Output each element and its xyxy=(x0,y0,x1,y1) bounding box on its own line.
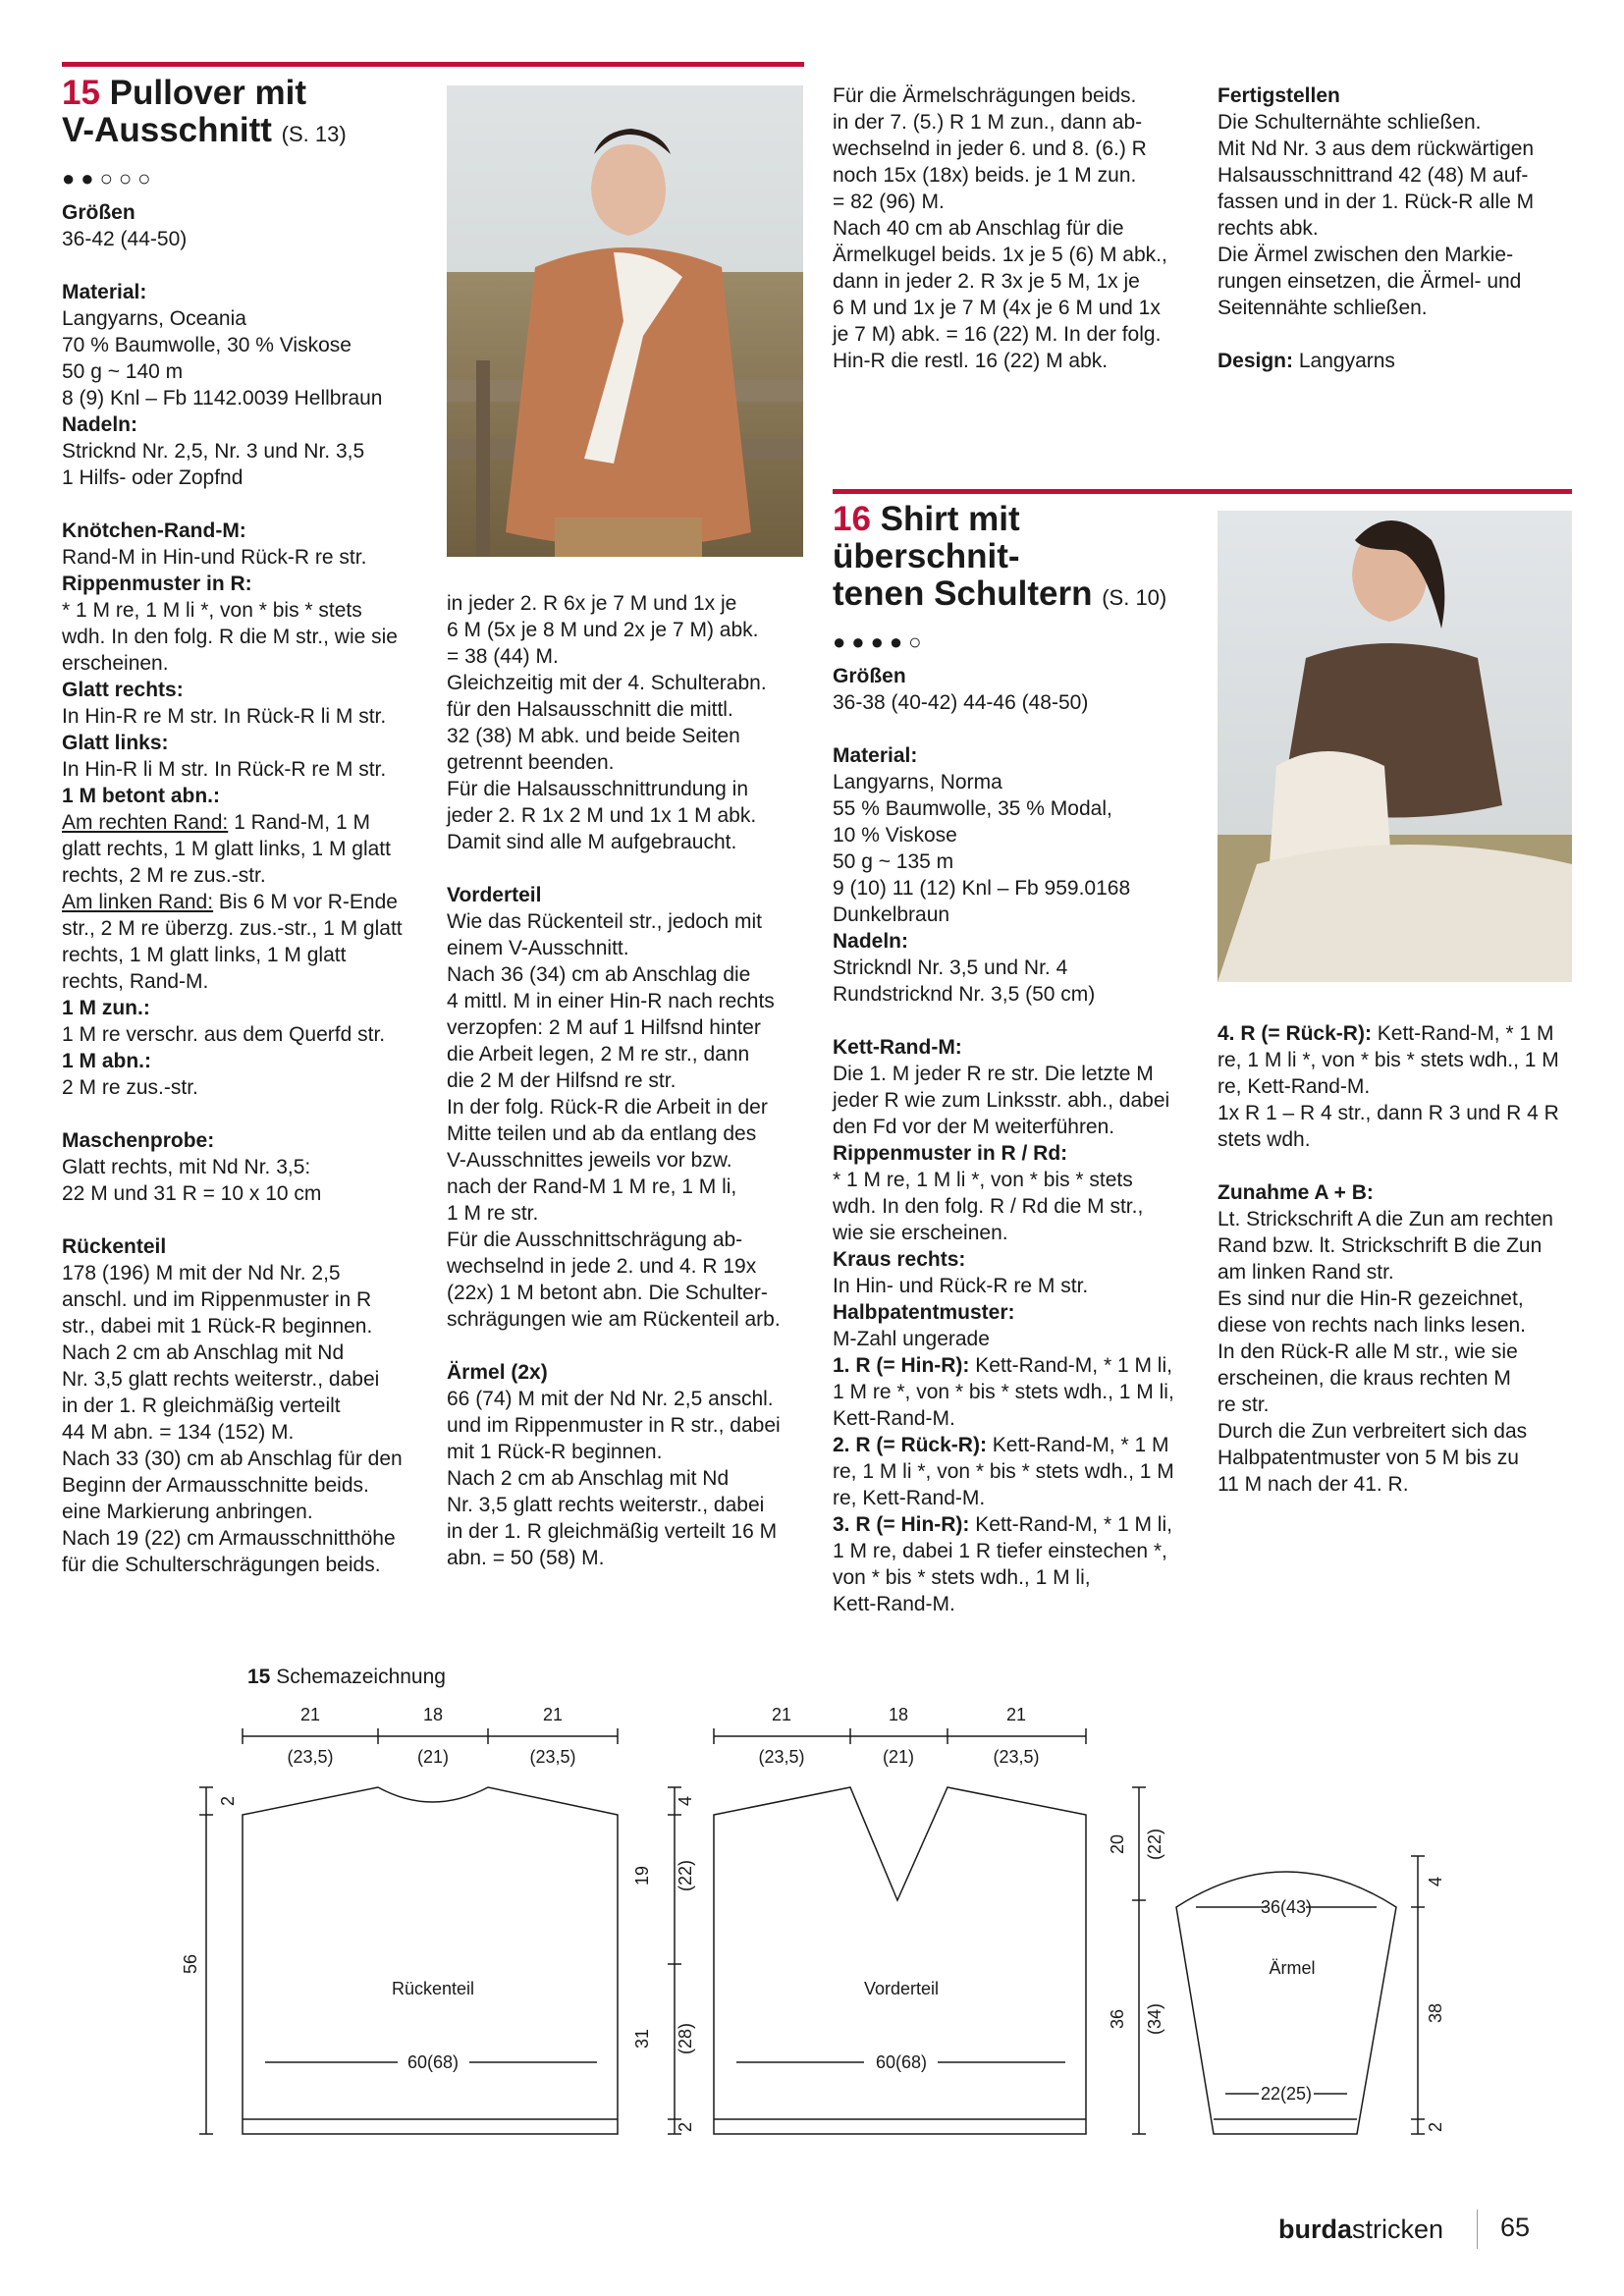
text-groessen: 36-42 (44-50) xyxy=(62,228,188,250)
text-line: am linken Rand str. xyxy=(1218,1261,1394,1284)
text-line: str., 2 M re überzg. zus.-str., 1 M glatt xyxy=(62,917,403,940)
front-piece-label: Vorderteil xyxy=(863,1979,940,1998)
text-line: erscheinen. xyxy=(62,652,169,675)
text-line: Rand bzw. lt. Strickschrift B die Zun xyxy=(1218,1234,1543,1257)
text-line: re, 1 M li *, von * bis * stets wdh., 1 M xyxy=(833,1460,1174,1483)
text-line: für den Halsausschnitt die mittl. xyxy=(447,698,733,721)
text-line: Dunkelbraun xyxy=(833,903,950,926)
page-reference: (S. 10) xyxy=(1102,585,1167,610)
text-run: 1 Rand-M, 1 M xyxy=(228,811,370,834)
dim-top-front-right-alt: (23,5) xyxy=(993,1747,1040,1767)
brand-light: stricken xyxy=(1352,2214,1444,2244)
text-line: wie sie erscheinen. xyxy=(833,1222,1008,1244)
text-line: 1 Hilfs- oder Zopfnd xyxy=(62,466,244,489)
text-line: In Hin-R li M str. In Rück-R re M str. xyxy=(62,758,387,781)
text-line: die 2 M der Hilfsnd re str. xyxy=(447,1069,677,1092)
text-line: und im Rippenmuster in R str., dabei xyxy=(447,1414,781,1437)
heading-rippen: Rippenmuster in R / Rd: xyxy=(833,1142,1068,1165)
text-line: 70 % Baumwolle, 30 % Viskose xyxy=(62,334,352,356)
text-line: schrägungen wie am Rückenteil arb. xyxy=(447,1308,781,1331)
text-line: Strickndl Nr. 3,5 und Nr. 4 xyxy=(833,957,1068,979)
text-line: rechts abk. xyxy=(1218,217,1319,240)
text-line: Langyarns, Oceania xyxy=(62,307,246,330)
schema-title-text: Schemazeichnung xyxy=(270,1666,446,1688)
text-line: Langyarns, Norma xyxy=(833,771,1002,793)
dim-back-width: 60(68) xyxy=(406,2052,460,2072)
text-line: Kett-Rand-M. xyxy=(833,1407,955,1430)
text-line: Rand-M in Hin-und Rück-R re str. xyxy=(62,546,367,569)
text-line: (22x) 1 M betont abn. Die Schulter- xyxy=(447,1282,768,1304)
text-line: Nach 36 (34) cm ab Anschlag die xyxy=(447,963,751,986)
dim-top-front-mid-alt: (21) xyxy=(882,1747,915,1767)
dim-back-shoulder: 2 xyxy=(218,1795,238,1807)
text-line: Seitennähte schließen. xyxy=(1218,297,1428,319)
text-line: Nach 33 (30) cm ab Anschlag für den xyxy=(62,1448,403,1470)
text-run: Kett-Rand-M, * 1 M li, xyxy=(969,1513,1172,1536)
footer-brand xyxy=(1278,2214,1443,2245)
text-line: 1 M re, dabei 1 R tiefer einstechen *, xyxy=(833,1540,1167,1562)
text-line: verzopfen: 2 M auf 1 Hilfsnd hinter xyxy=(447,1016,761,1039)
text-line: getrennt beenden. xyxy=(447,751,615,774)
text-run: Kett-Rand-M, * 1 M li, xyxy=(969,1354,1172,1377)
front-piece-outline xyxy=(714,1787,1086,2134)
dim-top-front-mid: 18 xyxy=(888,1705,909,1724)
text-line: je 7 M) abk. = 16 (22) M. In der folg. xyxy=(833,323,1162,346)
text-line: 1 M re verschr. aus dem Querfd str. xyxy=(62,1023,386,1046)
text-line: = 82 (96) M. xyxy=(833,191,945,213)
text-line: rungen einsetzen, die Ärmel- und xyxy=(1218,270,1522,293)
text-line: den Fd vor der M weiterführen. xyxy=(833,1116,1115,1138)
underlined-label: Am rechten Rand: xyxy=(62,811,229,834)
back-piece-outline xyxy=(243,1787,618,2134)
heading-kett-rand: Kett-Rand-M: xyxy=(833,1036,962,1059)
dim-mid-armhole: 19 xyxy=(632,1865,652,1886)
dim-mid-bottom: 2 xyxy=(676,2121,695,2133)
text-line: in jeder 2. R 6x je 7 M und 1x je xyxy=(447,592,737,615)
back-piece-label: Rückenteil xyxy=(391,1979,475,1998)
text-line: Wie das Rückenteil str., jedoch mit xyxy=(447,910,762,933)
heading-fertigstellen: Fertigstellen xyxy=(1218,84,1340,107)
dim-front-v-alt: (22) xyxy=(1145,1828,1164,1861)
text-groessen: 36-38 (40-42) 44-46 (48-50) xyxy=(833,691,1089,714)
difficulty-rating: ●●○○○ xyxy=(62,166,157,191)
text-line: Es sind nur die Hin-R gezeichnet, xyxy=(1218,1287,1524,1310)
heading-groessen: Größen xyxy=(62,201,135,224)
row-label: 3. R (= Hin-R): xyxy=(833,1513,970,1536)
text-line: jeder 2. R 1x 2 M und 1x 1 M abk. xyxy=(447,804,757,827)
text-line: Nach 2 cm ab Anschlag mit Nd xyxy=(62,1341,345,1364)
heading-zunahme: Zunahme A + B: xyxy=(1218,1181,1374,1204)
text-line: M-Zahl ungerade xyxy=(833,1328,990,1350)
text-line: rechts, 2 M re zus.-str. xyxy=(62,864,266,887)
text-line: re str. xyxy=(1218,1394,1270,1416)
text-line: nach der Rand-M 1 M re, 1 M li, xyxy=(447,1175,737,1198)
text-line: Durch die Zun verbreitert sich das xyxy=(1218,1420,1528,1443)
text-line: 44 M abn. = 134 (152) M. xyxy=(62,1421,295,1444)
text-line: Nr. 3,5 glatt rechts weiterstr., dabei xyxy=(447,1494,765,1516)
heading-material: Material: xyxy=(833,744,918,767)
sleeve-piece-label: Ärmel xyxy=(1269,1958,1316,1978)
text-line: jeder R wie zum Linksstr. abh., dabei xyxy=(833,1089,1170,1112)
heading-groessen: Größen xyxy=(833,665,906,687)
text-line: = 38 (44) M. xyxy=(447,645,559,668)
difficulty-rating: ●●●●○ xyxy=(833,629,928,654)
page-number: 65 xyxy=(1500,2213,1531,2242)
heading-rippen: Rippenmuster in R: xyxy=(62,573,252,595)
heading-vorderteil: Vorderteil xyxy=(447,884,542,906)
text-line: re, Kett-Rand-M. xyxy=(833,1487,986,1509)
dim-sleeve-bottom: 22(25) xyxy=(1260,2084,1313,2104)
text-line: 1 M re *, von * bis * stets wdh., 1 M li, xyxy=(833,1381,1174,1403)
text-line: in der 7. (5.) R 1 M zun., dann ab- xyxy=(833,111,1143,134)
heading-glatt-links: Glatt links: xyxy=(62,732,169,754)
dim-sleeve-cuff: 2 xyxy=(1426,2121,1445,2133)
text-line: * 1 M re, 1 M li *, von * bis * stets xyxy=(62,599,362,622)
text-line: 22 M und 31 R = 10 x 10 cm xyxy=(62,1182,322,1205)
dim-top-back-right: 21 xyxy=(542,1705,564,1724)
text-line: Nach 2 cm ab Anschlag mit Nd xyxy=(447,1467,730,1490)
heading-material: Material: xyxy=(62,281,147,303)
text-line: 32 (38) M abk. und beide Seiten xyxy=(447,725,740,747)
text-line: 9 (10) 11 (12) Knl – Fb 959.0168 xyxy=(833,877,1131,900)
text-line: 66 (74) M mit der Nd Nr. 2,5 anschl. xyxy=(447,1388,774,1410)
row-label: 2. R (= Rück-R): xyxy=(833,1434,987,1456)
brand-bold: burda xyxy=(1278,2214,1353,2244)
heading-halbpatent: Halbpatentmuster: xyxy=(833,1301,1015,1324)
text-run: Bis 6 M vor R-Ende xyxy=(213,891,398,913)
text-line: 4 mittl. M in einer Hin-R nach rechts xyxy=(447,990,775,1012)
dim-top-front-right: 21 xyxy=(1005,1705,1027,1724)
title-line-1: Pullover mit xyxy=(109,74,306,112)
text-line: In den Rück-R alle M str., wie sie xyxy=(1218,1340,1518,1363)
dim-top-back-left-alt: (23,5) xyxy=(287,1747,334,1767)
text-line: wechselnd in jeder 6. und 8. (6.) R xyxy=(833,137,1147,160)
dim-mid-top: 4 xyxy=(676,1795,695,1807)
text-line: Hin-R die restl. 16 (22) M abk. xyxy=(833,350,1109,372)
text-line: wechselnd in jede 2. und 4. R 19x xyxy=(447,1255,757,1278)
text-line: Beginn der Armausschnitte beids. xyxy=(62,1474,369,1497)
text-line: Gleichzeitig mit der 4. Schulterabn. xyxy=(447,672,767,694)
heading-abn: 1 M abn.: xyxy=(62,1050,152,1072)
text-line: fassen und in der 1. Rück-R alle M xyxy=(1218,191,1535,213)
dim-front-lower: 36 xyxy=(1108,2008,1127,2030)
text-line: Rundstricknd Nr. 3,5 (50 cm) xyxy=(833,983,1096,1006)
dim-top-front-left-alt: (23,5) xyxy=(758,1747,805,1767)
pattern-number: 15 xyxy=(62,74,100,112)
text-line: Mitte teilen und ab da entlang des xyxy=(447,1122,757,1145)
design-label: Design: xyxy=(1218,350,1294,372)
text-line: 6 M (5x je 8 M und 2x je 7 M) abk. xyxy=(447,619,759,641)
text-line: Stricknd Nr. 2,5, Nr. 3 und Nr. 3,5 xyxy=(62,440,365,463)
dim-mid-armhole-alt: (22) xyxy=(676,1859,695,1892)
text-line: Nr. 3,5 glatt rechts weiterstr., dabei xyxy=(62,1368,380,1391)
text-line: erscheinen, die kraus rechten M xyxy=(1218,1367,1511,1390)
heading-kraus: Kraus rechts: xyxy=(833,1248,966,1271)
heading-rueckenteil: Rückenteil xyxy=(62,1235,167,1258)
text-line: 1 M re str. xyxy=(447,1202,539,1225)
heading-zun: 1 M zun.: xyxy=(62,997,150,1019)
text-line: Kett-Rand-M. xyxy=(833,1593,955,1615)
underlined-label: Am linken Rand: xyxy=(62,891,214,913)
text-line: dann in jeder 2. R 3x je 5 M, 1x je xyxy=(833,270,1140,293)
heading-maschenprobe: Maschenprobe: xyxy=(62,1129,215,1152)
heading-betont-abn: 1 M betont abn.: xyxy=(62,785,220,807)
text-line: noch 15x (18x) beids. je 1 M zun. xyxy=(833,164,1137,187)
text-line: rechts, Rand-M. xyxy=(62,970,209,993)
dim-sleeve-cap: 4 xyxy=(1426,1876,1445,1887)
dim-sleeve-length: 38 xyxy=(1426,2002,1445,2024)
dim-mid-lower: 31 xyxy=(632,2028,652,2050)
text-line: 50 g ~ 140 m xyxy=(62,360,184,383)
text-line: die Arbeit legen, 2 M re str., dann xyxy=(447,1043,750,1066)
page-reference: (S. 13) xyxy=(281,122,347,146)
text-line: einem V-Ausschnitt. xyxy=(447,937,629,959)
text-line: rechts, 1 M glatt links, 1 M glatt xyxy=(62,944,347,966)
text-line: stets wdh. xyxy=(1218,1128,1311,1151)
text-line: Lt. Strickschrift A die Zun am rechten xyxy=(1218,1208,1553,1230)
text-line: 8 (9) Knl – Fb 1142.0039 Hellbraun xyxy=(62,387,383,410)
text-line: In Hin-R re M str. In Rück-R li M str. xyxy=(62,705,387,728)
text-line: eine Markierung anbringen. xyxy=(62,1501,313,1523)
heading-nadeln: Nadeln: xyxy=(62,413,138,436)
text-line: str., dabei mit 1 Rück-R beginnen. xyxy=(62,1315,373,1338)
text-line: * 1 M re, 1 M li *, von * bis * stets xyxy=(833,1169,1133,1191)
design-value: Langyarns xyxy=(1293,350,1395,372)
text-line: wdh. In den folg. R / Rd die M str., xyxy=(833,1195,1144,1218)
text-line: in der 1. R gleichmäßig verteilt 16 M xyxy=(447,1520,778,1543)
text-line: Nach 40 cm ab Anschlag für die xyxy=(833,217,1124,240)
text-line: 10 % Viskose xyxy=(833,824,957,847)
text-line: Die Schulternähte schließen. xyxy=(1218,111,1482,134)
text-line: Für die Halsausschnittrundung in xyxy=(447,778,749,800)
text-line: Ärmelkugel beids. 1x je 5 (6) M abk., xyxy=(833,244,1167,266)
text-line: Damit sind alle M aufgebraucht. xyxy=(447,831,737,853)
text-line: für die Schulterschrägungen beids. xyxy=(62,1554,381,1576)
heading-aermel: Ärmel (2x) xyxy=(447,1361,548,1384)
text-line: 178 (196) M mit der Nd Nr. 2,5 xyxy=(62,1262,341,1285)
heading-nadeln: Nadeln: xyxy=(833,930,909,953)
dim-front-v: 20 xyxy=(1108,1833,1127,1855)
text-line: Halsausschnittrand 42 (48) M auf- xyxy=(1218,164,1529,187)
footer-divider xyxy=(1477,2210,1478,2249)
text-line: Für die Ärmelschrägungen beids. xyxy=(833,84,1137,107)
dim-mid-lower-alt: (28) xyxy=(676,2022,695,2055)
row-label: 4. R (= Rück-R): xyxy=(1218,1022,1372,1045)
title-line-2: tenen Schultern xyxy=(833,574,1093,613)
text-line: 1x R 1 – R 4 str., dann R 3 und R 4 R xyxy=(1218,1102,1559,1124)
text-line: 11 M nach der 41. R. xyxy=(1218,1473,1409,1496)
text-line: anschl. und im Rippenmuster in R xyxy=(62,1288,372,1311)
dim-front-width: 60(68) xyxy=(875,2052,928,2072)
dim-front-lower-alt: (34) xyxy=(1145,2002,1164,2036)
text-line: 6 M und 1x je 7 M (4x je 6 M und 1x xyxy=(833,297,1161,319)
text-line: Halbpatentmuster von 5 M bis zu xyxy=(1218,1447,1519,1469)
title-line-2: V-Ausschnitt xyxy=(62,111,272,149)
text-line: In Hin- und Rück-R re M str. xyxy=(833,1275,1089,1297)
text-line: in der 1. R gleichmäßig verteilt xyxy=(62,1394,341,1417)
schema-number: 15 xyxy=(247,1666,271,1688)
text-line: diese von rechts nach links lesen. xyxy=(1218,1314,1527,1337)
text-line: re, 1 M li *, von * bis * stets wdh., 1 M xyxy=(1218,1049,1559,1071)
heading-glatt-rechts: Glatt rechts: xyxy=(62,679,184,701)
dim-top-back-mid-alt: (21) xyxy=(416,1747,450,1767)
dim-top-back-right-alt: (23,5) xyxy=(529,1747,576,1767)
text-line: Nach 19 (22) cm Armausschnitthöhe xyxy=(62,1527,396,1550)
pattern-number: 16 xyxy=(833,500,871,538)
text-line: mit 1 Rück-R beginnen. xyxy=(447,1441,663,1463)
heading-knoetchen: Knötchen-Rand-M: xyxy=(62,519,246,542)
title-line-1: Shirt mit überschnit- xyxy=(833,500,1020,575)
dim-top-front-left: 21 xyxy=(771,1705,792,1724)
text-line: 2 M re zus.-str. xyxy=(62,1076,198,1099)
text-line: Die 1. M jeder R re str. Die letzte M xyxy=(833,1063,1154,1085)
text-line: Die Ärmel zwischen den Markie- xyxy=(1218,244,1514,266)
text-line: 55 % Baumwolle, 35 % Modal, xyxy=(833,797,1112,820)
text-line: Glatt rechts, mit Nd Nr. 3,5: xyxy=(62,1156,311,1178)
dim-top-back-mid: 18 xyxy=(422,1705,444,1724)
text-line: Für die Ausschnittschrägung ab- xyxy=(447,1229,743,1251)
text-line: re, Kett-Rand-M. xyxy=(1218,1075,1371,1098)
text-line: V-Ausschnittes jeweils vor bzw. xyxy=(447,1149,732,1172)
text-line: abn. = 50 (58) M. xyxy=(447,1547,605,1569)
dim-sleeve-top: 36(43) xyxy=(1260,1897,1313,1917)
text-run: Kett-Rand-M, * 1 M xyxy=(986,1434,1169,1456)
text-line: wdh. In den folg. R die M str., wie sie xyxy=(62,626,398,648)
text-line: glatt rechts, 1 M glatt links, 1 M glatt xyxy=(62,838,391,860)
text-line: In der folg. Rück-R die Arbeit in der xyxy=(447,1096,768,1119)
text-run: Kett-Rand-M, * 1 M xyxy=(1371,1022,1554,1045)
text-line: 50 g ~ 135 m xyxy=(833,850,954,873)
text-line: von * bis * stets wdh., 1 M li, xyxy=(833,1566,1091,1589)
text-line: Mit Nd Nr. 3 aus dem rückwärtigen xyxy=(1218,137,1535,160)
row-label: 1. R (= Hin-R): xyxy=(833,1354,970,1377)
dim-back-height: 56 xyxy=(181,1953,200,1975)
dim-top-back-left: 21 xyxy=(299,1705,321,1724)
